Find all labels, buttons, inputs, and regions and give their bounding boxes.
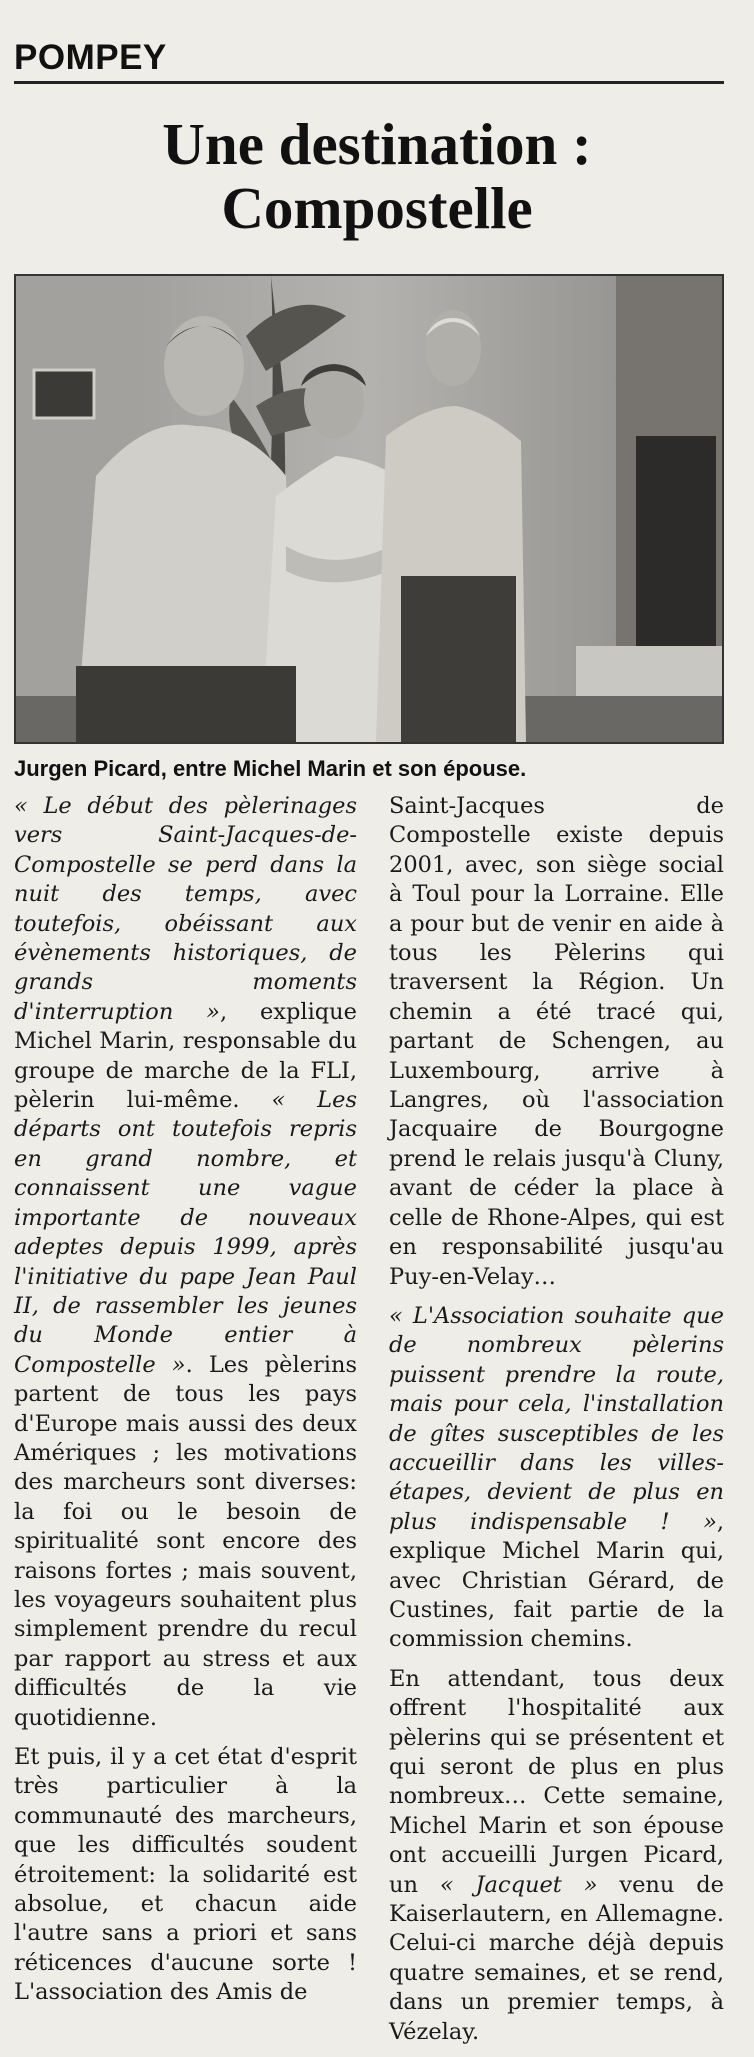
body-text: En attendant, tous deux offrent l'hospitalité aux pèlerins qui se présentent et qui seront de plus en plus nombreux… Cette semaine, Michel Marin et son épouse ont accueilli Jurgen Picard, un — [389, 1665, 724, 1898]
quote: « Les départs ont toutefois repris en grand nombre, et connaissent une vague importante de nouveaux adeptes depuis 1999, après l'initiative du pape Jean Paul II, de rassembler les jeunes du Monde entier à Compostelle » — [14, 1087, 357, 1378]
quote: « L'Association souhaite que de nombreux pèlerins puissent prendre la route, mais pour cela, l'installation de gîtes susceptibles de les accueillir dans les villes-étapes, devient de plus en plus indispensable ! » — [389, 1302, 724, 1535]
paragraph — [389, 1302, 724, 1655]
headline-line-2: Compostelle — [221, 175, 533, 241]
paragraph — [389, 1665, 724, 2047]
quote: « Jacquet » — [439, 1871, 598, 1898]
body-text: venu de Kaiserlautern, en Allemagne. Celui-ci marche déjà depuis quatre semaines, et se rend, dans un premier temps, à Vézelay. — [389, 1871, 724, 2045]
body-text: , explique Michel Marin qui, avec Christian Gérard, de Custines, fait partie de la commission chemins. — [389, 1508, 724, 1653]
body-text: , explique Michel Marin, responsable du groupe de marche de la FLI, pèlerin lui-même. — [14, 998, 357, 1114]
quote: « Le début des pèlerinages vers Saint-Jacques-de-Compostelle se perd dans la nuit des temps, avec toutefois, obéissant aux évènements historiques, de grands moments d'interruption » — [14, 793, 357, 1025]
section-rubric: POMPEY — [14, 38, 167, 77]
paragraph: Saint-Jacques de Compostelle existe depuis 2001, avec, son siège social à Toul pour la Lorraine. Elle a pour but de venir en aide à tous les Pèlerins qui traversent la Région. Un chemin a été tracé qui, partant de Schengen, au Luxembourg, arrive à Langres, où l'association Jacquaire de Bourgogne prend le relais jusqu'à Cluny, avant de céder la place à celle de Rhone-Alpes, qui est en responsabilité jusqu'au Puy-en-Velay… — [389, 793, 724, 1290]
rubric-rule — [14, 81, 724, 84]
headline-line-1: Une destination : — [162, 111, 592, 177]
article-photo — [14, 274, 724, 744]
paragraph — [14, 792, 357, 1733]
body-text: . Les pèlerins partent de tous les pays d'Europe mais aussi des deux Amériques ; les motivations des marcheurs sont diverses: la foi ou le besoin de spiritualité sont encore des raisons fortes ; mais souvent, les voyageurs souhaitent plus simplement prendre du recul par rapport au stress et aux difficultés de la vie quotidienne. — [14, 1351, 357, 1731]
photo-caption: Jurgen Picard, entre Michel Marin et son épouse. — [14, 756, 527, 781]
article-column-right — [389, 792, 724, 2057]
photo-illustration — [16, 276, 722, 742]
article-column-left — [14, 792, 357, 2018]
paragraph: Et puis, il y a cet état d'esprit très particulier à la communauté des marcheurs, que les difficultés soudent étroitement: la solidarité est absolue, et chacun aide l'autre sans a priori et sans réticences d'aucune sorte ! L'association des Amis de — [14, 1744, 357, 2006]
headline — [0, 112, 754, 240]
